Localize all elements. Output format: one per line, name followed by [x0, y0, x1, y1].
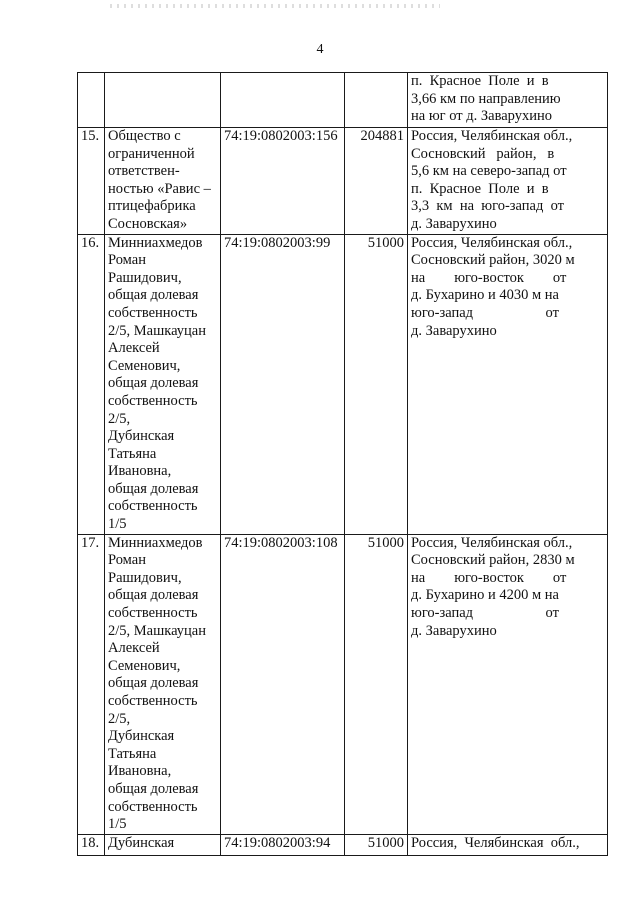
- location-line: п. Красное Поле и в: [411, 180, 549, 197]
- owner-line: ответствен-: [108, 163, 180, 180]
- owner-line: Роман: [108, 552, 146, 569]
- owner-line: общая долевая: [108, 287, 199, 304]
- table-body: [78, 73, 608, 856]
- owner-line: общая долевая: [108, 480, 199, 497]
- location-line: д. Заварухино: [411, 322, 497, 339]
- location-line: д. Заварухино: [411, 215, 497, 232]
- location-cell: [408, 128, 608, 235]
- owner-line: Ивановна,: [108, 763, 172, 780]
- owner-line: 2/5, Машкауцан: [108, 622, 207, 639]
- owner-line: собственность: [108, 605, 198, 622]
- cadastral-number: 74:19:0802003:94: [221, 834, 345, 855]
- area-value: [345, 73, 408, 128]
- owner-line: 1/5: [108, 516, 127, 533]
- owner-line: собственность: [108, 693, 198, 709]
- cadastral-number: 74:19:0802003:99: [221, 234, 345, 534]
- location-cell: [408, 73, 608, 128]
- area-value: 51000: [345, 834, 408, 855]
- owner-line: Татьяна: [108, 445, 157, 462]
- cadastral-number: 74:19:0802003:108: [221, 534, 345, 834]
- location-line: юго-запад от: [411, 605, 559, 622]
- owner-line: Общество с: [108, 128, 181, 144]
- owner-line: общая долевая: [108, 780, 199, 797]
- owner-line: 2/5,: [108, 410, 131, 427]
- owner-line: Дубинская: [108, 428, 175, 445]
- location-line: Россия, Челябинская обл.,: [411, 834, 580, 851]
- owner-cell: [105, 128, 221, 235]
- row-number: 15.: [78, 128, 105, 235]
- owner-line: 1/5: [108, 816, 127, 833]
- owner-line: собственность: [108, 798, 198, 815]
- owner-line: Минниахмедов: [108, 234, 203, 251]
- location-line: Россия, Челябинская обл.,: [411, 128, 573, 144]
- owner-line: Минниахмедов: [108, 534, 203, 551]
- owner-line: Алексей: [108, 640, 160, 657]
- owner-line: 2/5,: [108, 710, 131, 727]
- area-value: 51000: [345, 534, 408, 834]
- owner-cell: [105, 534, 221, 834]
- location-cell: [408, 534, 608, 834]
- page-number: 4: [316, 42, 324, 57]
- table-row: [78, 234, 608, 534]
- location-line: 3,3 км на юго-запад от: [411, 198, 564, 215]
- cadastral-number: [221, 73, 345, 128]
- location-line: на юго-восток от: [411, 569, 567, 586]
- row-number: 17.: [78, 534, 105, 834]
- owner-line: ностью «Равис –: [108, 180, 211, 197]
- owner-line: Ивановна,: [108, 463, 172, 480]
- owner-line: общая долевая: [108, 675, 199, 692]
- location-line: на юг от д. Заварухино: [411, 108, 552, 125]
- owner-cell: [105, 234, 221, 534]
- row-number: [78, 73, 105, 128]
- owner-line: собственность: [108, 392, 198, 409]
- owner-line: птицефабрика: [108, 198, 196, 215]
- owner-line: ограниченной: [108, 145, 195, 162]
- owner-line: собственность: [108, 304, 198, 321]
- owner-line: Дубинская: [108, 728, 175, 745]
- owner-cell: [105, 834, 221, 855]
- location-line: юго-запад от: [411, 304, 559, 321]
- table-row: [78, 834, 608, 855]
- owner-line: общая долевая: [108, 587, 199, 604]
- location-cell: [408, 234, 608, 534]
- owner-line: собственность: [108, 498, 198, 515]
- location-line: 5,6 км на северо-запад от: [411, 163, 567, 180]
- owner-line: 2/5, Машкауцан: [108, 322, 207, 339]
- area-value: 204881: [345, 128, 408, 235]
- owner-line: Сосновская»: [108, 215, 188, 232]
- owner-line: Алексей: [108, 340, 160, 357]
- location-line: Сосновский район, в: [411, 145, 555, 162]
- owner-line: Рашидович,: [108, 269, 182, 286]
- scan-artifact: [110, 4, 440, 8]
- row-number: 18.: [78, 834, 105, 855]
- table-row: [78, 73, 608, 128]
- land-plots-table: [77, 72, 608, 856]
- area-value: 51000: [345, 234, 408, 534]
- location-line: 3,66 км по направлению: [411, 90, 561, 107]
- location-cell: [408, 834, 608, 855]
- table-row: [78, 128, 608, 235]
- location-line: д. Бухарино и 4200 м на: [411, 587, 559, 604]
- owner-cell: [105, 73, 221, 128]
- location-line: Сосновский район, 3020 м: [411, 252, 575, 269]
- location-line: Сосновский район, 2830 м: [411, 552, 575, 569]
- location-line: д. Заварухино: [411, 622, 497, 639]
- location-line: п. Красное Поле и в: [411, 73, 549, 89]
- table-row: [78, 534, 608, 834]
- location-line: Россия, Челябинская обл.,: [411, 234, 573, 251]
- owner-line: Татьяна: [108, 745, 157, 762]
- owner-line: Рашидович,: [108, 569, 182, 586]
- owner-line: общая долевая: [108, 375, 199, 392]
- owner-line: Роман: [108, 252, 146, 269]
- cadastral-number: 74:19:0802003:156: [221, 128, 345, 235]
- owner-line: Дубинская: [108, 834, 175, 851]
- location-line: на юго-восток от: [411, 269, 567, 286]
- owner-line: Семенович,: [108, 657, 181, 674]
- row-number: 16.: [78, 234, 105, 534]
- owner-line: Семенович,: [108, 357, 181, 374]
- location-line: д. Бухарино и 4030 м на: [411, 287, 559, 304]
- location-line: Россия, Челябинская обл.,: [411, 534, 573, 551]
